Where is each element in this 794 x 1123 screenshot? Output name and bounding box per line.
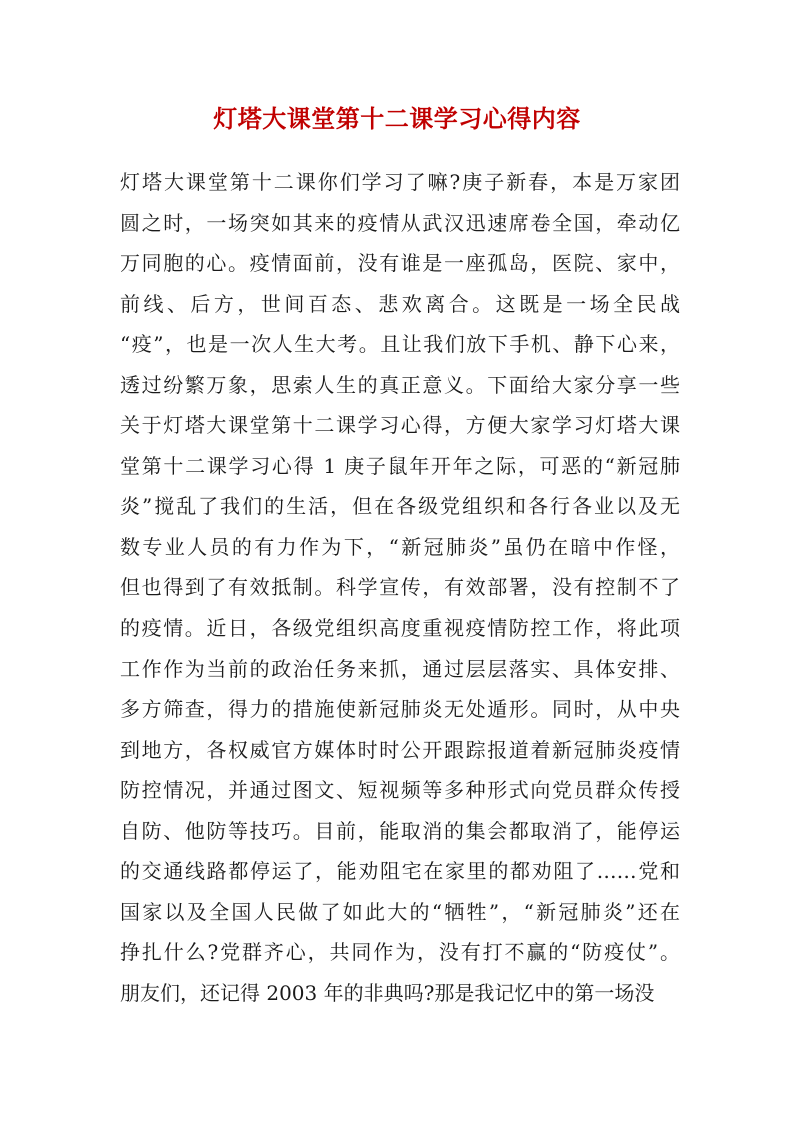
- body-line-18: 的交通线路都停运了，能劝阻宅在家里的都劝阻了……党和: [120, 859, 680, 884]
- document-title: 灯塔大课堂第十二课学习心得内容: [213, 104, 581, 133]
- body-line-11: 但也得到了有效抵制。科学宣传，有效部署，没有控制不了: [120, 575, 680, 600]
- body-line-9: 炎”搅乱了我们的生活，但在各级党组织和各行各业以及无: [120, 494, 680, 519]
- body-line-10: 数专业人员的有力作为下，“新冠肺炎”虽仍在暗中作怪，: [120, 534, 680, 559]
- document-body: [120, 162, 680, 1013]
- body-line-8: 堂第十二课学习心得 1 庚子鼠年开年之际，可恶的“新冠肺: [120, 453, 680, 478]
- body-line-4: 前线、后方，世间百态、悲欢离合。这既是一场全民战: [120, 291, 680, 316]
- body-line-14: 多方筛查，得力的措施使新冠肺炎无处遁形。同时，从中央: [120, 697, 680, 722]
- body-line-21: 朋友们，还记得 2003 年的非典吗?那是我记忆中的第一场没: [120, 980, 655, 1005]
- body-line-12: 的疫情。近日，各级党组织高度重视疫情防控工作，将此项: [120, 616, 680, 641]
- body-line-6: 透过纷繁万象，思索人生的真正意义。下面给大家分享一些: [120, 372, 680, 397]
- body-line-2: 圆之时，一场突如其来的疫情从武汉迅速席卷全国，牵动亿: [120, 210, 680, 235]
- body-line-1: 灯塔大课堂第十二课你们学习了嘛?庚子新春，本是万家团: [120, 170, 680, 194]
- body-line-5: “疫”，也是一次人生大考。且让我们放下手机、静下心来，: [120, 332, 680, 357]
- body-line-19: 国家以及全国人民做了如此大的“牺牲”，“新冠肺炎”还在: [120, 899, 680, 924]
- body-line-3: 万同胞的心。疫情面前，没有谁是一座孤岛，医院、家中，: [120, 251, 680, 276]
- body-line-15: 到地方，各权威官方媒体时时公开跟踪报道着新冠肺炎疫情: [120, 737, 680, 762]
- body-line-17: 自防、他防等技巧。目前，能取消的集会都取消了，能停运: [120, 818, 680, 843]
- body-line-13: 工作作为当前的政治任务来抓，通过层层落实、具体安排、: [120, 656, 680, 681]
- body-line-7: 关于灯塔大课堂第十二课学习心得，方便大家学习灯塔大课: [120, 413, 680, 438]
- body-line-16: 防控情况，并通过图文、短视频等多种形式向党员群众传授: [120, 778, 680, 803]
- body-line-20: 挣扎什么?党群齐心，共同作为，没有打不赢的“防疫仗”。: [120, 940, 680, 965]
